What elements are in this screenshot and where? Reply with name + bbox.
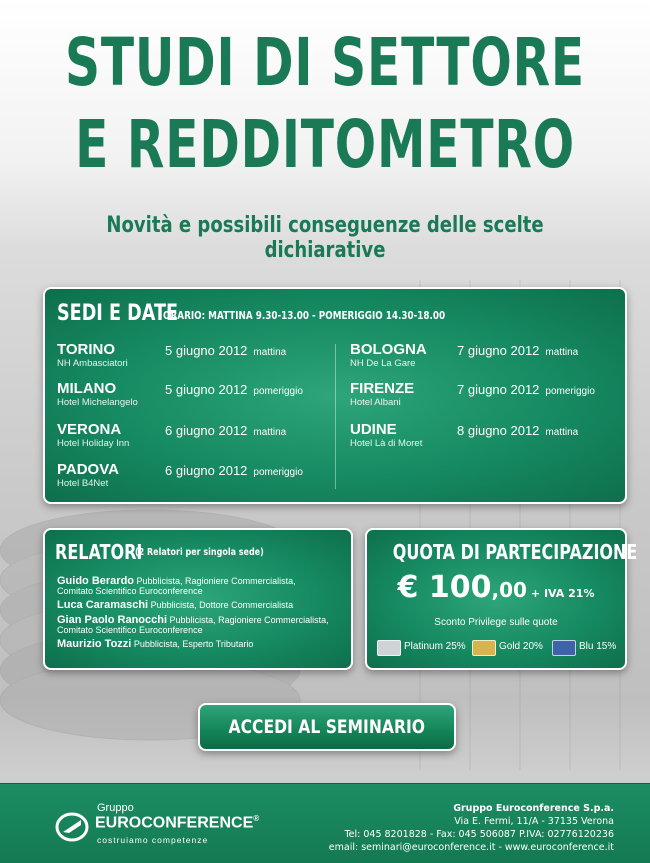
- main-title-line2: E REDDITOMETRO: [75, 106, 575, 183]
- venue-date: 6 giugno 2012 mattina: [165, 423, 287, 438]
- relatori-panel: [43, 528, 353, 670]
- price: € 100,00 + IVA 21%: [397, 570, 595, 605]
- speaker: Guido Berardo Pubblicista, Ragioniere Commercialista, Comitato Scientifico Euroconference: [57, 575, 296, 596]
- sedi-orario: ORARIO: MATTINA 9.30-13.00 - POMERIGGIO 14.30-18.00: [163, 309, 446, 322]
- venue-date: 8 giugno 2012 mattina: [457, 423, 579, 438]
- gold-label: Gold 20%: [499, 641, 543, 652]
- logo-group: Gruppo: [97, 802, 134, 814]
- blu-card-icon: [552, 640, 576, 656]
- venue-city: PADOVA Hotel B4Net: [57, 461, 119, 489]
- sedi-panel: [43, 287, 627, 504]
- company-info: Gruppo Euroconference S.p.a. Via E. Fermi, 11/A - 37135 Verona Tel: 045 8201828 - Fax: 045 506087 P.IVA: 02776120236 email: seminari@euroconference.it - www.euroconference.it: [328, 803, 614, 853]
- subtitle: Novità e possibili conseguenze delle scelte dichiarative: [106, 213, 544, 263]
- euroconference-logo-icon: [55, 812, 89, 842]
- venue-date: 5 giugno 2012 pomeriggio: [165, 382, 303, 397]
- sedi-title: SEDI E DATE: [57, 301, 179, 326]
- platinum-card-icon: [377, 640, 401, 656]
- accedi-seminario-button[interactable]: [198, 703, 456, 751]
- venue-date: 7 giugno 2012 mattina: [457, 343, 579, 358]
- venue-city: VERONA Hotel Holiday Inn: [57, 421, 130, 449]
- relatori-subtitle: (2 Relatori per singola sede): [135, 547, 264, 558]
- venue-date: 6 giugno 2012 pomeriggio: [165, 463, 303, 478]
- speaker: Gian Paolo Ranocchi Pubblicista, Ragioniere Commercialista, Comitato Scientifico Euroconference: [57, 614, 329, 635]
- venue-city: MILANO Hotel Michelangelo: [57, 380, 138, 408]
- venue-city: TORINO NH Ambasciatori: [57, 341, 128, 369]
- sconto-privilege: Sconto Privilege sulle quote: [434, 617, 558, 628]
- quota-panel: [365, 528, 638, 670]
- gold-card-icon: [472, 640, 496, 656]
- venue-city: BOLOGNA NH De La Gare: [350, 341, 427, 369]
- venue-city: FIRENZE Hotel Albani: [350, 380, 415, 408]
- venue-city: UDINE Hotel Là di Moret: [350, 421, 423, 449]
- logo-brand: EUROCONFERENCE®: [95, 814, 260, 832]
- euroconference-logo: [55, 802, 275, 852]
- platinum-label: Platinum 25%: [404, 641, 466, 652]
- main-title-line1: STUDI DI SETTORE: [64, 24, 586, 101]
- cta-label: ACCEDI AL SEMINARIO: [228, 716, 426, 738]
- speaker: Maurizio Tozzi Pubblicista, Esperto Tributario: [57, 638, 254, 650]
- column-divider: [335, 344, 336, 489]
- speaker: Luca Caramaschi Pubblicista, Dottore Commercialista: [57, 599, 294, 611]
- relatori-title: RELATORI: [55, 540, 143, 564]
- footer: [0, 783, 650, 863]
- venue-date: 7 giugno 2012 pomeriggio: [457, 382, 595, 397]
- blu-label: Blu 15%: [579, 641, 617, 652]
- quota-title: QUOTA DI PARTECIPAZIONE: [392, 540, 638, 564]
- logo-slogan: costruiamo competenze: [97, 835, 209, 845]
- venue-date: 5 giugno 2012 mattina: [165, 343, 287, 358]
- privilege-cards: [377, 638, 617, 658]
